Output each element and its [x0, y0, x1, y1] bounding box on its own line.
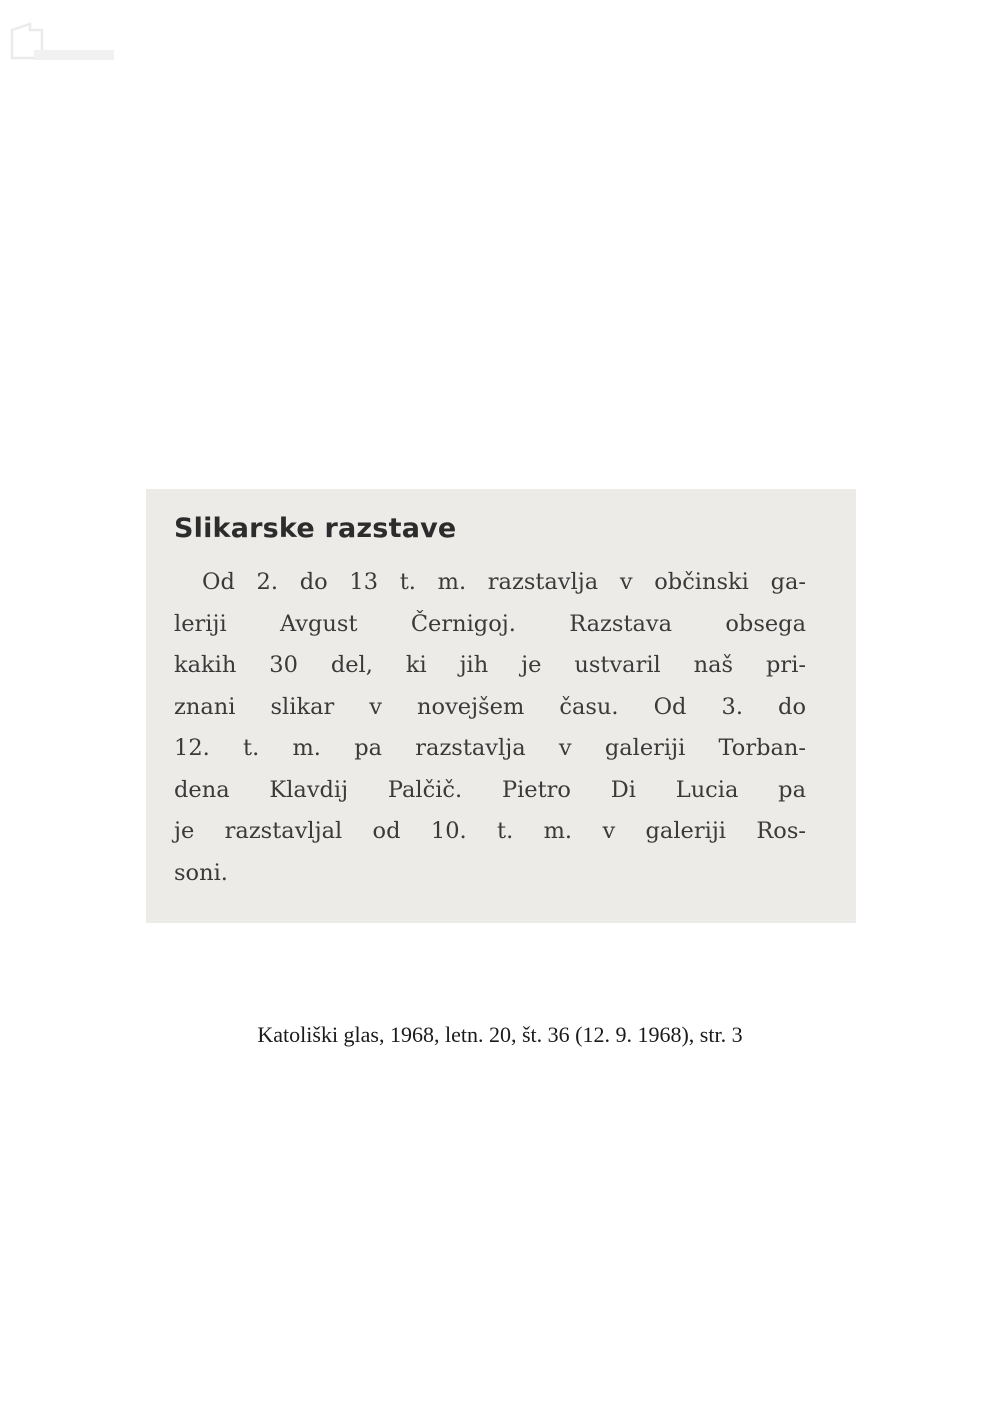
source-caption: Katoliški glas, 1968, letn. 20, št. 36 (12. 9. 1968), str. 3 [257, 1022, 743, 1047]
clipping-line: soni. [174, 859, 228, 886]
clipping-line: 12. t. m. pa razstavlja v galeriji Torban- [174, 735, 806, 761]
clipping-body [174, 562, 820, 894]
clipping-line: znani slikar v novejšem času. Od 3. do [174, 693, 806, 720]
clipping-line: je razstavljal od 10. t. m. v galeriji Ros- [174, 818, 806, 844]
clipping-line: leriji Avgust Černigoj. Razstava obsega [174, 610, 806, 637]
newspaper-clipping [146, 489, 856, 923]
clipping-line: Od 2. do 13 t. m. razstavlja v občinski ga- [202, 569, 806, 595]
clipping-line: kakih 30 del, ki jih je ustvaril naš pri- [174, 652, 806, 678]
clipping-headline: Slikarske razstave [174, 513, 457, 544]
clipping-line: dena Klavdij Palčič. Pietro Di Lucia pa [174, 776, 806, 803]
watermark-logo-icon [8, 20, 118, 62]
